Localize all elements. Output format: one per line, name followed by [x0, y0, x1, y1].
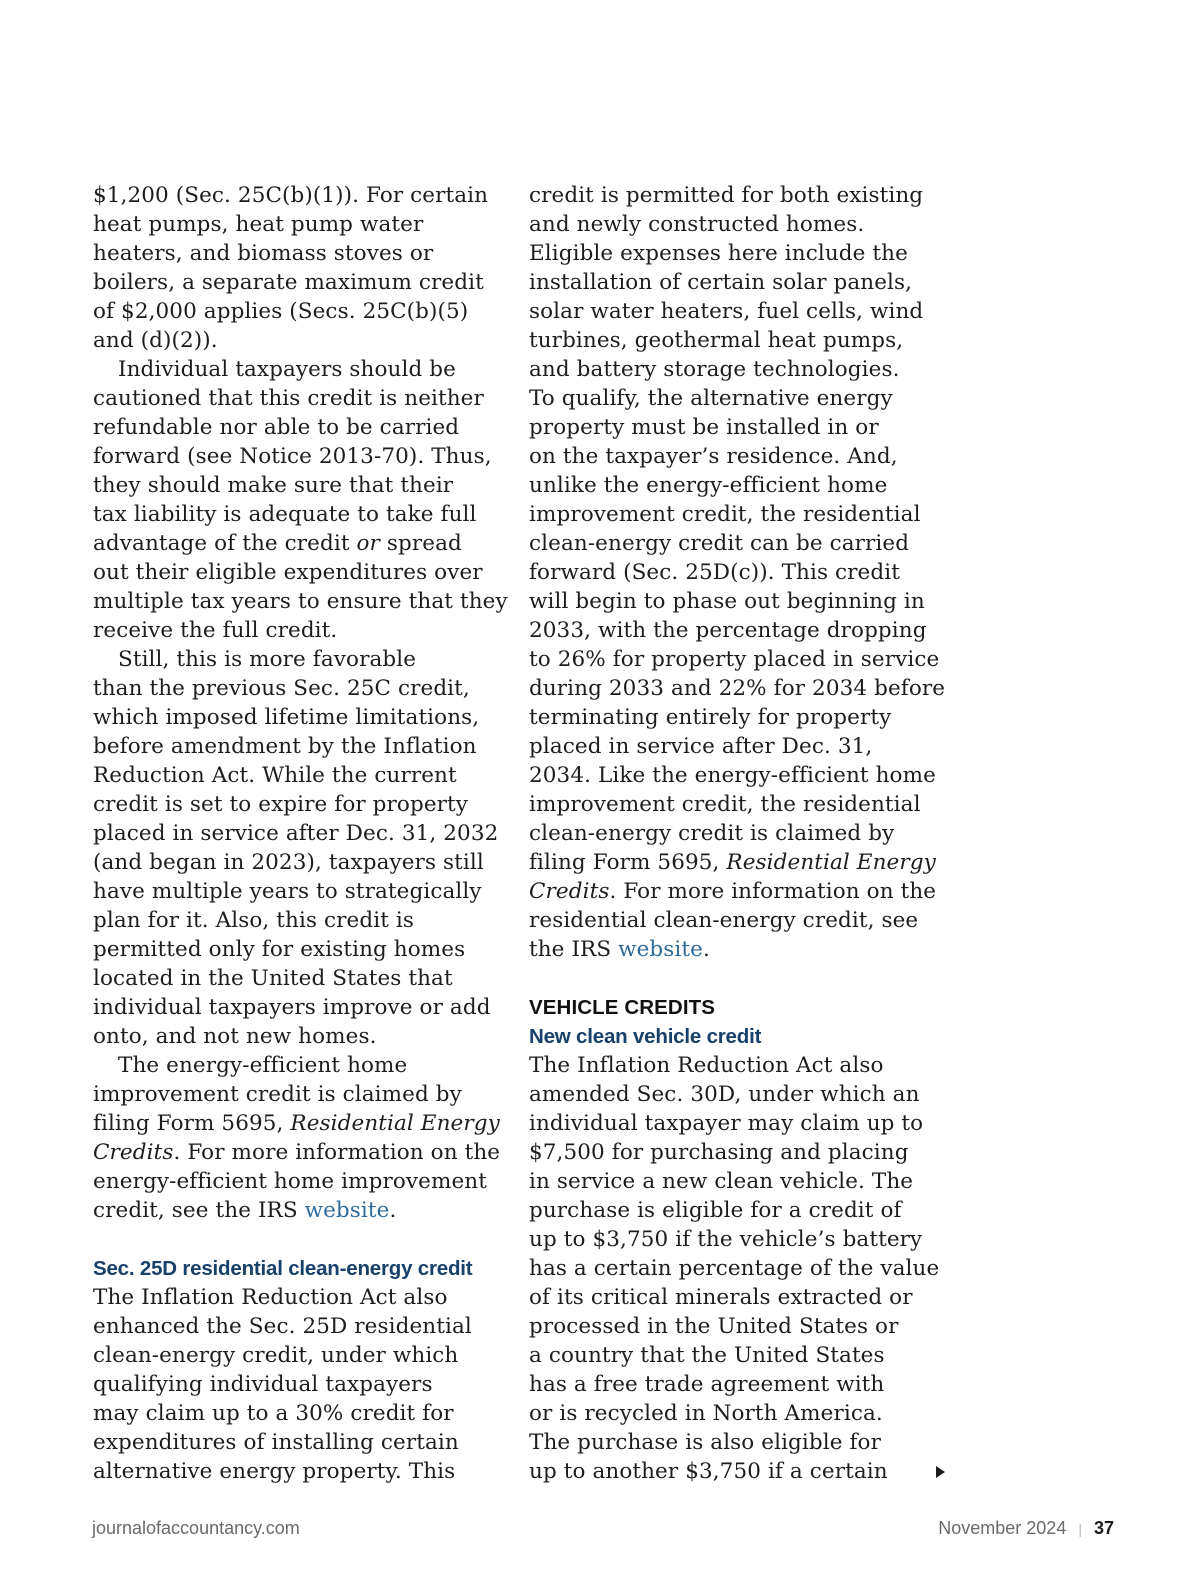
text-line: individual taxpayer may claim up to	[529, 1111, 924, 1136]
text-line: Individual taxpayers should be	[118, 357, 456, 382]
text-line	[93, 529, 513, 558]
text-line: placed in service after Dec. 31, 2032	[93, 821, 499, 846]
footer-issue-info	[938, 1518, 1114, 1539]
text-line: 2034. Like the energy-efficient home	[529, 763, 936, 788]
text-line: energy-efficient home improvement	[93, 1169, 487, 1194]
text-line: Still, this is more favorable	[118, 647, 417, 672]
text-line: of $2,000 applies (Secs. 25C(b)(5)	[93, 299, 469, 324]
text-line: up to $3,750 if the vehicle’s battery	[529, 1227, 923, 1252]
text-fragment: .	[702, 937, 710, 962]
text-line: $1,200 (Sec. 25C(b)(1)). For certain	[93, 183, 489, 208]
text-line: in service a new clean vehicle. The	[529, 1169, 914, 1194]
text-line: Reduction Act. While the current	[93, 763, 457, 788]
footer-separator: |	[1078, 1520, 1082, 1537]
text-line: to 26% for property placed in service	[529, 647, 940, 672]
text-line: on the taxpayer’s residence. And,	[529, 444, 898, 469]
text-line: heaters, and biomass stoves or	[93, 241, 434, 266]
text-line	[529, 935, 949, 964]
text-line: enhanced the Sec. 25D residential	[93, 1314, 472, 1339]
paragraph	[93, 181, 513, 355]
text-fragment: .	[389, 1198, 397, 1223]
paragraph	[93, 355, 513, 645]
text-line	[93, 1196, 513, 1225]
text-line: have multiple years to strategically	[93, 879, 482, 904]
text-line: and (d)(2)).	[93, 328, 218, 353]
text-line: clean-energy credit can be carried	[529, 531, 910, 556]
text-line: installation of certain solar panels,	[529, 270, 913, 295]
text-line: To qualify, the alternative energy	[529, 386, 893, 411]
text-line: they should make sure that their	[93, 473, 454, 498]
text-line: forward (see Notice 2013-70). Thus,	[93, 444, 492, 469]
paragraph	[93, 645, 513, 1051]
text-line	[529, 848, 949, 877]
text-line: Eligible expenses here include the	[529, 241, 908, 266]
text-line: residential clean-energy credit, see	[529, 908, 919, 933]
subheading-25d: Sec. 25D residential clean-energy credit	[93, 1257, 473, 1280]
text-line: than the previous Sec. 25C credit,	[93, 676, 470, 701]
form-title-italic: Residential Energy	[290, 1111, 500, 1136]
irs-website-link[interactable]: website	[618, 937, 703, 962]
subheading-new-clean-vehicle: New clean vehicle credit	[529, 1025, 762, 1048]
text-line: or is recycled in North America.	[529, 1401, 883, 1426]
text-line: of its critical minerals extracted or	[529, 1285, 913, 1310]
text-line: The purchase is also eligible for	[529, 1430, 881, 1455]
text-line: plan for it. Also, this credit is	[93, 908, 414, 933]
form-title-italic: Residential Energy	[726, 850, 936, 875]
text-line: onto, and not new homes.	[93, 1024, 377, 1049]
text-line: processed in the United States or	[529, 1314, 899, 1339]
text-line: credit is permitted for both existing	[529, 183, 924, 208]
text-line: may claim up to a 30% credit for	[93, 1401, 454, 1426]
page-number: 37	[1093, 1518, 1114, 1538]
text-line: qualifying individual taxpayers	[93, 1372, 433, 1397]
text-fragment: the IRS	[529, 937, 619, 962]
irs-website-link[interactable]: website	[304, 1198, 390, 1223]
text-line: heat pumps, heat pump water	[93, 212, 424, 237]
text-line: has a certain percentage of the value	[529, 1256, 940, 1281]
text-fragment: . For more information on the	[173, 1140, 501, 1165]
spacer	[529, 964, 949, 993]
text-line: has a free trade agreement with	[529, 1372, 885, 1397]
footer-website: journalofaccountancy.com	[92, 1518, 300, 1538]
text-line: improvement credit, the residential	[529, 502, 921, 527]
text-line: multiple tax years to ensure that they	[93, 589, 508, 614]
text-line: improvement credit is claimed by	[93, 1082, 462, 1107]
text-line: credit is set to expire for property	[93, 792, 469, 817]
text-fragment: filing Form 5695,	[93, 1111, 291, 1136]
text-line: before amendment by the Inflation	[93, 734, 477, 759]
paragraph	[93, 1283, 513, 1486]
left-column	[93, 181, 513, 1486]
text-line: which imposed lifetime limitations,	[93, 705, 480, 730]
text-line: will begin to phase out beginning in	[529, 589, 925, 614]
text-line: up to another $3,750 if a certain	[529, 1459, 888, 1484]
text-line: placed in service after Dec. 31,	[529, 734, 873, 759]
text-line: out their eligible expenditures over	[93, 560, 483, 585]
paragraph	[93, 1051, 513, 1225]
text-line: improvement credit, the residential	[529, 792, 921, 817]
text-line: clean-energy credit is claimed by	[529, 821, 895, 846]
italic-text: or	[356, 531, 380, 556]
text-line: refundable nor able to be carried	[93, 415, 460, 440]
text-line: The energy-efficient home	[118, 1053, 408, 1078]
text-line: purchase is eligible for a credit of	[529, 1198, 902, 1223]
text-line: amended Sec. 30D, under which an	[529, 1082, 920, 1107]
text-line	[93, 1138, 513, 1167]
text-line: a country that the United States	[529, 1343, 885, 1368]
text-line: during 2033 and 22% for 2034 before	[529, 676, 946, 701]
text-line	[529, 877, 949, 906]
form-title-italic: Credits	[529, 879, 610, 904]
text-line: clean-energy credit, under which	[93, 1343, 459, 1368]
section-heading-vehicle-credits: VEHICLE CREDITS	[529, 996, 716, 1019]
text-fragment: credit, see the IRS	[93, 1198, 305, 1223]
text-line: permitted only for existing homes	[93, 937, 466, 962]
text-line: The Inflation Reduction Act also	[529, 1053, 884, 1078]
right-column	[529, 181, 949, 1486]
text-line: terminating entirely for property	[529, 705, 892, 730]
text-line: located in the United States that	[93, 966, 453, 991]
text-fragment: advantage of the credit	[93, 531, 357, 556]
form-title-italic: Credits	[93, 1140, 174, 1165]
text-line: solar water heaters, fuel cells, wind	[529, 299, 924, 324]
continue-arrow-icon	[936, 1466, 945, 1478]
text-line: receive the full credit.	[93, 618, 338, 643]
text-line: cautioned that this credit is neither	[93, 386, 484, 411]
text-line: expenditures of installing certain	[93, 1430, 459, 1455]
text-line: forward (Sec. 25D(c)). This credit	[529, 560, 900, 585]
text-line: turbines, geothermal heat pumps,	[529, 328, 904, 353]
text-fragment: spread	[379, 531, 462, 556]
text-line: tax liability is adequate to take full	[93, 502, 477, 527]
paragraph	[529, 181, 949, 964]
text-line: The Inflation Reduction Act also	[93, 1285, 448, 1310]
text-line: individual taxpayers improve or add	[93, 995, 491, 1020]
text-fragment: . For more information on the	[609, 879, 937, 904]
spacer	[93, 1225, 513, 1254]
text-line: alternative energy property. This	[93, 1459, 456, 1484]
text-line: and battery storage technologies.	[529, 357, 900, 382]
paragraph	[529, 1051, 949, 1486]
text-line: (and began in 2023), taxpayers still	[93, 850, 484, 875]
text-line: 2033, with the percentage dropping	[529, 618, 927, 643]
text-fragment: filing Form 5695,	[529, 850, 727, 875]
text-line	[93, 1109, 513, 1138]
issue-date: November 2024	[938, 1518, 1067, 1538]
text-line: and newly constructed homes.	[529, 212, 865, 237]
text-line: boilers, a separate maximum credit	[93, 270, 484, 295]
text-line: property must be installed in or	[529, 415, 879, 440]
text-line: $7,500 for purchasing and placing	[529, 1140, 909, 1165]
text-line: unlike the energy-efficient home	[529, 473, 888, 498]
